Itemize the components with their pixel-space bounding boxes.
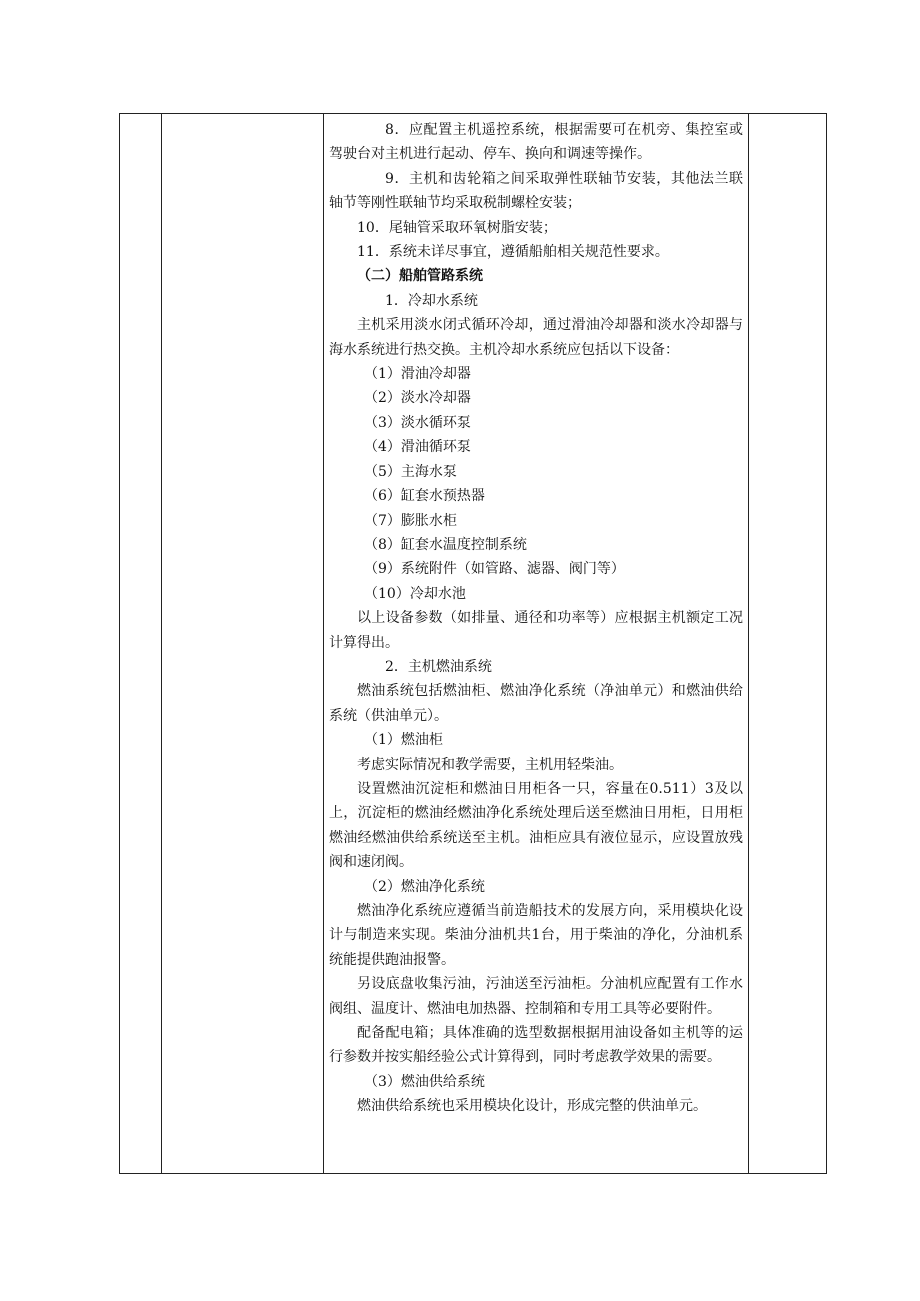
fuel-supply-title: （3）燃油供给系统	[364, 1073, 485, 1090]
fuel-purify-paragraph: 燃油净化系统应遵循当前造船技术的发展方向，采用模块化设计与制造来实现。柴油分油机共1台，用于柴油的净化，分油机系统能提供跑油报警。	[329, 903, 743, 968]
fuel-purify-paragraph: 配备配电箱；具体准确的选型数据根据用油设备如主机等的运行参数并按实船经验公式计算得到，同时考虑教学效果的需要。	[329, 1025, 743, 1066]
table-cell-index	[120, 114, 162, 1174]
item-8: 8．应配置主机遥控系统，根据需要可在机旁、集控室或驾驶台对主机进行起动、停车、换向和调速等操作。	[329, 122, 743, 163]
cooling-list-item: （8）缸套水温度控制系统	[364, 536, 527, 553]
fuel-tank-title: （1）燃油柜	[364, 732, 443, 749]
table-cell-category	[162, 114, 324, 1174]
cooling-list-item: （5）主海水泵	[364, 463, 457, 480]
cooling-list-item: （4）滑油循环泵	[364, 439, 471, 456]
item-9: 9．主机和齿轮箱之间采取弹性联轴节安装，其他法兰联轴节等刚性联轴节均采取税制螺栓安装；	[329, 170, 743, 212]
cooling-list-item: （7）膨胀水柜	[364, 512, 457, 529]
cooling-list-item: （2）淡水冷却器	[364, 390, 471, 407]
fuel-tank-paragraph: 考虑实际情况和教学需要，主机用轻柴油。	[357, 756, 623, 773]
cooling-list-item: （3）淡水循环泵	[364, 414, 471, 431]
fuel-tank-paragraph: 设置燃油沉淀柜和燃油日用柜各一只，容量在0.511）3及以上，沉淀柜的燃油经燃油净化系统处理后送至燃油日用柜，日用柜燃油经燃油供给系统送至主机。油柜应具有液位显示，应设置放残阀和速闭阀。	[329, 780, 743, 871]
cooling-list-item: （10）冷却水池	[364, 585, 466, 602]
cooling-list-item: （1）滑油冷却器	[364, 366, 471, 383]
fuel-supply-paragraph: 燃油供给系统也采用模块化设计，形成完整的供油单元。	[357, 1098, 707, 1115]
section-title: （二）船舶管路系统	[357, 268, 483, 285]
fuel-intro: 燃油系统包括燃油柜、燃油净化系统（净油单元）和燃油供给系统（供油单元）。	[329, 683, 743, 724]
table-cell-content	[324, 114, 749, 1174]
cooling-note: 以上设备参数（如排量、通径和功率等）应根据主机额定工况计算得出。	[329, 610, 743, 651]
fuel-purify-title: （2）燃油净化系统	[364, 878, 485, 895]
fuel-title: 2．主机燃油系统	[385, 658, 492, 675]
spec-table	[119, 113, 827, 1174]
cooling-list-item: （6）缸套水预热器	[364, 488, 485, 505]
content-text	[324, 114, 748, 1119]
cooling-title: 1．冷却水系统	[385, 292, 478, 309]
item-10: 10．尾轴管采取环氧树脂安装；	[357, 219, 557, 236]
table-cell-remarks	[749, 114, 827, 1174]
item-11: 11．系统未详尽事宜，遵循船舶相关规范性要求。	[357, 244, 669, 261]
cooling-list-item: （9）系统附件（如管路、滤器、阀门等）	[364, 561, 625, 578]
cooling-intro: 主机采用淡水闭式循环冷却，通过滑油冷却器和淡水冷却器与海水系统进行热交换。主机冷却水系统应包括以下设备：	[329, 317, 743, 358]
fuel-purify-paragraph: 另设底盘收集污油，污油送至污油柜。分油机应配置有工作水阀组、温度计、燃油电加热器、控制箱和专用工具等必要附件。	[329, 976, 743, 1017]
